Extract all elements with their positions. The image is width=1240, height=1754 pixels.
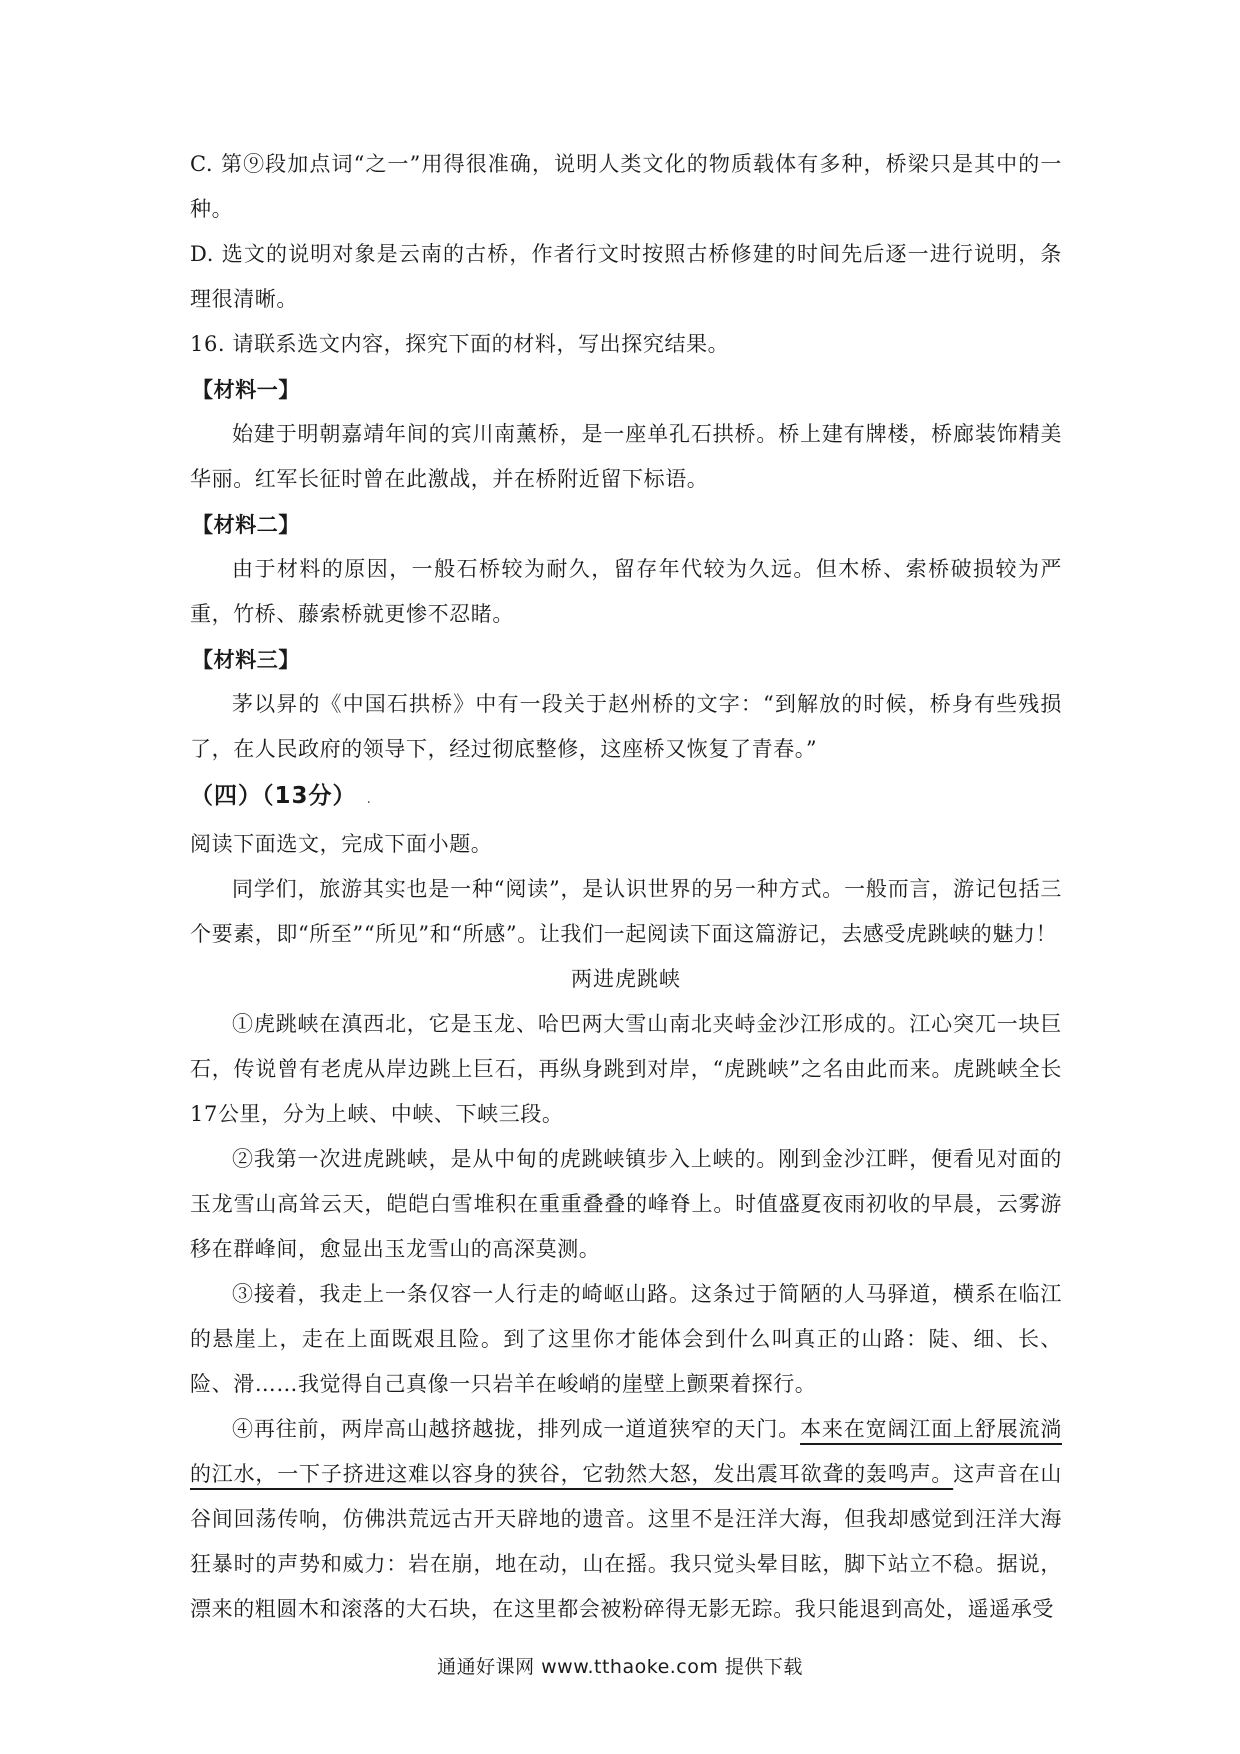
article-paragraph-2: ②我第一次进虎跳峡，是从中甸的虎跳峡镇步入上峡的。刚到金沙江畔，便看见对面的玉龙雪山高耸云天，皑皑白雪堆积在重重叠叠的峰脊上。时值盛夏夜雨初收的早晨，云雾游移在群峰间，愈显出玉龙雪山的高深莫测。 <box>190 1147 1062 1261</box>
section-4-instruction: 阅读下面选文，完成下面小题。 <box>190 832 493 856</box>
material-1-text: 始建于明朝嘉靖年间的宾川南薰桥，是一座单孔石拱桥。桥上建有牌楼，桥廊装饰精美华丽。红军长征时曾在此激战，并在桥附近留下标语。 <box>190 422 1062 491</box>
paragraph-4-start: ④再往前，两岸高山越挤越拢，排列成一道道狭窄的天门。 <box>232 1417 801 1441</box>
question-15-option-c: C. 第⑨段加点词“之一”用得很准确，说明人类文化的物质载体有多种，桥梁只是其中的一种。 <box>190 152 1062 221</box>
question-15-option-d: D. 选文的说明对象是云南的古桥，作者行文时按照古桥修建的时间先后逐一进行说明，条理很清晰。 <box>190 242 1062 311</box>
article-title: 两进虎跳峡 <box>571 967 681 991</box>
question-16-prompt: 16. 请联系选文内容，探究下面的材料，写出探究结果。 <box>190 332 730 356</box>
paragraph-4-underlined-sentence: 本来在宽阔江面上舒展流淌的江水，一下子挤进这难以容身的狭谷，它勃然大怒，发出震耳欲聋的轰鸣声。 <box>190 1417 1062 1486</box>
article-paragraph-3: ③接着，我走上一条仅容一人行走的崎岖山路。这条过于简陋的人马驿道，横系在临江的悬崖上，走在上面既艰且险。到了这里你才能体会到什么叫真正的山路：陡、细、长、险、滑……我觉得自己真像一只岩羊在峻峭的崖壁上颤栗着探行。 <box>190 1282 1062 1396</box>
section-4-intro: 同学们，旅游其实也是一种“阅读”，是认识世界的另一种方式。一般而言，游记包括三个要素，即“所至”“所见”和“所感”。让我们一起阅读下面这篇游记，去感受虎跳峡的魅力！ <box>190 877 1062 946</box>
section-4-heading-text: （四）（13分） <box>190 783 357 809</box>
article-paragraph-1: ①虎跳峡在滇西北，它是玉龙、哈巴两大雪山南北夹峙金沙江形成的。江心突兀一块巨石，传说曾有老虎从岸边跳上巨石，再纵身跳到对岸，“虎跳峡”之名由此而来。虎跳峡全长17公里，分为上峡、中峡、下峡三段。 <box>190 1012 1062 1126</box>
page-footer: 通通好课网 www.tthaoke.com 提供下载 <box>437 1656 803 1678</box>
page-content <box>190 142 1062 1632</box>
article-paragraph-4 <box>190 1407 1062 1632</box>
stray-mark: . <box>366 791 372 807</box>
material-3-text: 茅以昇的《中国石拱桥》中有一段关于赵州桥的文字：“到解放的时候，桥身有些残损了，在人民政府的领导下，经过彻底整修，这座桥又恢复了青春。” <box>190 692 1062 761</box>
material-2-label: 【材料二】 <box>192 512 300 537</box>
material-2-text: 由于材料的原因，一般石桥较为耐久，留存年代较为久远。但木桥、索桥破损较为严重，竹桥、藤索桥就更惨不忍睹。 <box>190 557 1062 626</box>
paragraph-4-end: 这声音在山谷间回荡传响，仿佛洪荒远古开天辟地的遗音。这里不是汪洋大海，但我却感觉到汪洋大海狂暴时的声势和威力：岩在崩，地在动，山在摇。我只觉头晕目眩，脚下站立不稳。据说，漂来的粗圆木和滚落的大石块，在这里都会被粉碎得无影无踪。我只能退到高处，遥遥承受 <box>190 1462 1063 1621</box>
material-1-label: 【材料一】 <box>192 377 300 402</box>
material-3-label: 【材料三】 <box>192 647 300 672</box>
section-4-heading <box>190 774 1062 822</box>
